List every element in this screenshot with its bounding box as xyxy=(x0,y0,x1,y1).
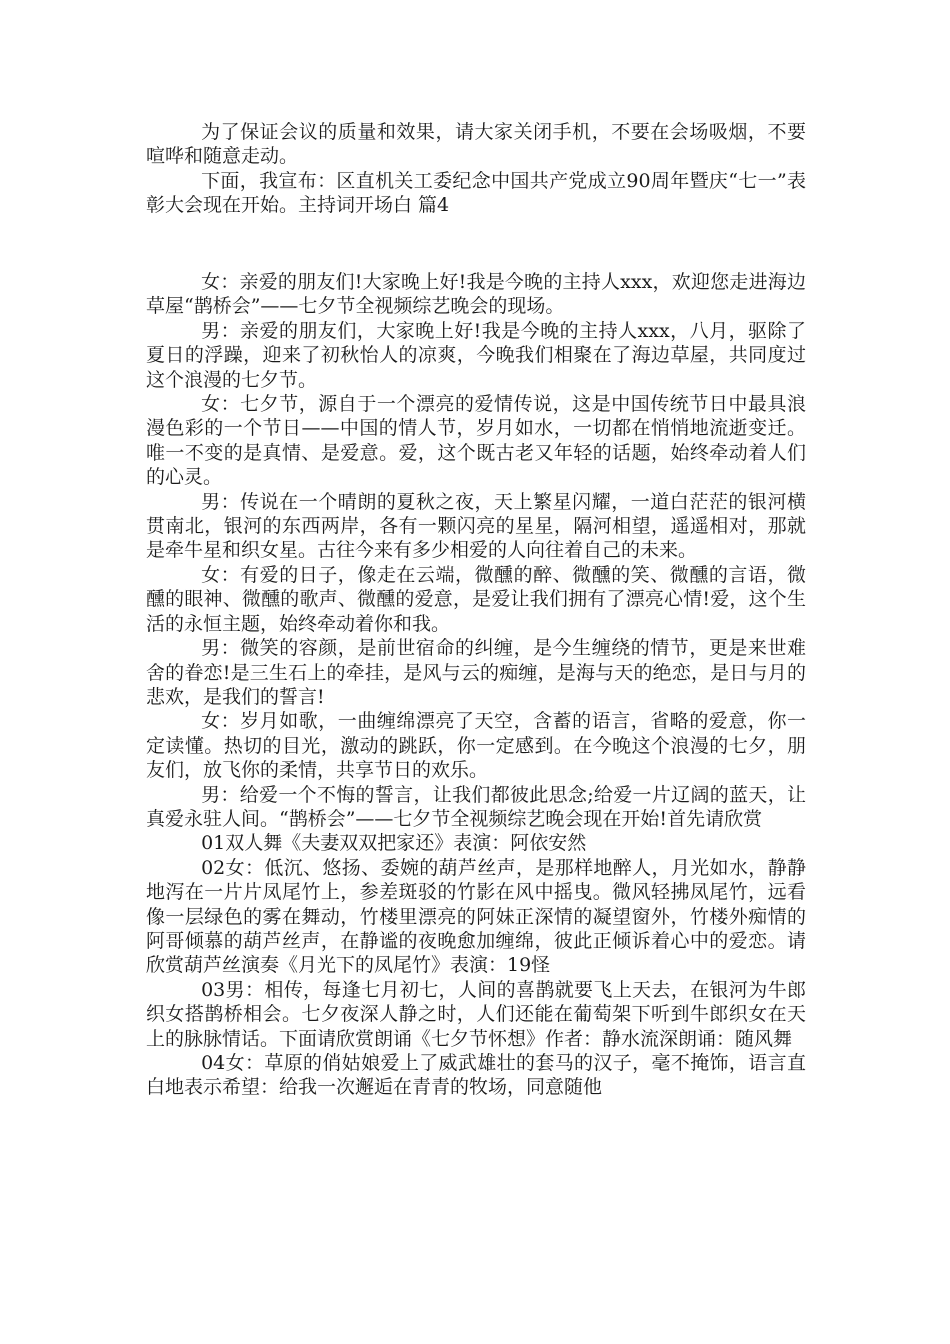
script-section xyxy=(146,270,806,1100)
paragraph: 女：有爱的日子，像走在云端，微醺的醉、微醺的笑、微醺的言语，微醺的眼神、微醺的歌声、微醺的爱意，是爱让我们拥有了漂亮心情!爱，这个生活的永恒主题，始终牵动着你和我。 xyxy=(146,563,806,635)
paragraph: 为了保证会议的质量和效果，请大家关闭手机，不要在会场吸烟，不要喧哗和随意走动。 xyxy=(146,121,806,168)
paragraph: 男：亲爱的朋友们，大家晚上好!我是今晚的主持人xxx，八月，驱除了夏日的浮躁，迎来了初秋怡人的凉爽，今晚我们相聚在了海边草屋，共同度过这个浪漫的七夕节。 xyxy=(146,319,806,391)
intro-section xyxy=(146,120,806,218)
paragraph: 女：七夕节，源自于一个漂亮的爱情传说，这是中国传统节日中最具浪漫色彩的一个节日——中国的情人节，岁月如水，一切都在悄悄地流逝变迁。唯一不变的是真情、是爱意。爱，这个既古老又年轻的话题，始终牵动着人们的心灵。 xyxy=(146,393,806,489)
paragraph: 03男：相传，每逢七月初七，人间的喜鹊就要飞上天去，在银河为牛郎织女搭鹊桥相会。七夕夜深人静之时，人们还能在葡萄架下听到牛郎织女在天上的脉脉情话。下面请欣赏朗诵《七夕节怀想》作者：静水流深朗诵：随风舞 xyxy=(146,978,806,1050)
paragraph: 女：岁月如歌，一曲缠绵漂亮了天空，含蓄的语言，省略的爱意，你一定读懂。热切的目光，激动的跳跃，你一定感到。在今晚这个浪漫的七夕，朋友们，放飞你的柔情，共享节日的欢乐。 xyxy=(146,710,806,782)
paragraph: 01双人舞《夫妻双双把家还》表演：阿依安然 xyxy=(201,832,587,855)
paragraph: 下面，我宣布：区直机关工委纪念中国共产党成立90周年暨庆“七一”表彰大会现在开始。主持词开场白 篇4 xyxy=(146,169,806,217)
paragraph: 男：给爱一个不悔的誓言，让我们都彼此思念;给爱一片辽阔的蓝天，让真爱永驻人间。“鹊桥会”——七夕节全视频综艺晚会现在开始!首先请欣赏 xyxy=(146,783,806,830)
paragraph: 04女：草原的俏姑娘爱上了威武雄壮的套马的汉子，毫不掩饰，语言直白地表示希望：给我一次邂逅在青青的牧场，同意随他 xyxy=(146,1052,806,1099)
paragraph: 男：微笑的容颜，是前世宿命的纠缠，是今生缠绕的情节，更是来世难舍的眷恋!是三生石上的牵挂，是风与云的痴缠，是海与天的绝恋，是日与月的悲欢，是我们的誓言! xyxy=(146,637,806,708)
paragraph: 02女：低沉、悠扬、委婉的葫芦丝声，是那样地醉人，月光如水，静静地泻在一片片凤尾竹上，参差斑驳的竹影在风中摇曳。微风轻拂凤尾竹，远看像一层绿色的雾在舞动，竹楼里漂亮的阿妹正深情的凝望窗外，竹楼外痴情的阿哥倾慕的葫芦丝声，在静谧的夜晚愈加缠绵，彼此正倾诉着心中的爱恋。请欣赏葫芦丝演奏《月光下的凤尾竹》表演：19怪 xyxy=(146,856,806,977)
paragraph: 男：传说在一个晴朗的夏秋之夜，天上繁星闪耀，一道白茫茫的银河横贯南北，银河的东西两岸，各有一颗闪亮的星星，隔河相望，遥遥相对，那就是牵牛星和织女星。古往今来有多少相爱的人向往着自己的未来。 xyxy=(146,490,806,562)
paragraph: 女：亲爱的朋友们!大家晚上好!我是今晚的主持人xxx，欢迎您走进海边草屋“鹊桥会”——七夕节全视频综艺晚会的现场。 xyxy=(146,271,806,318)
